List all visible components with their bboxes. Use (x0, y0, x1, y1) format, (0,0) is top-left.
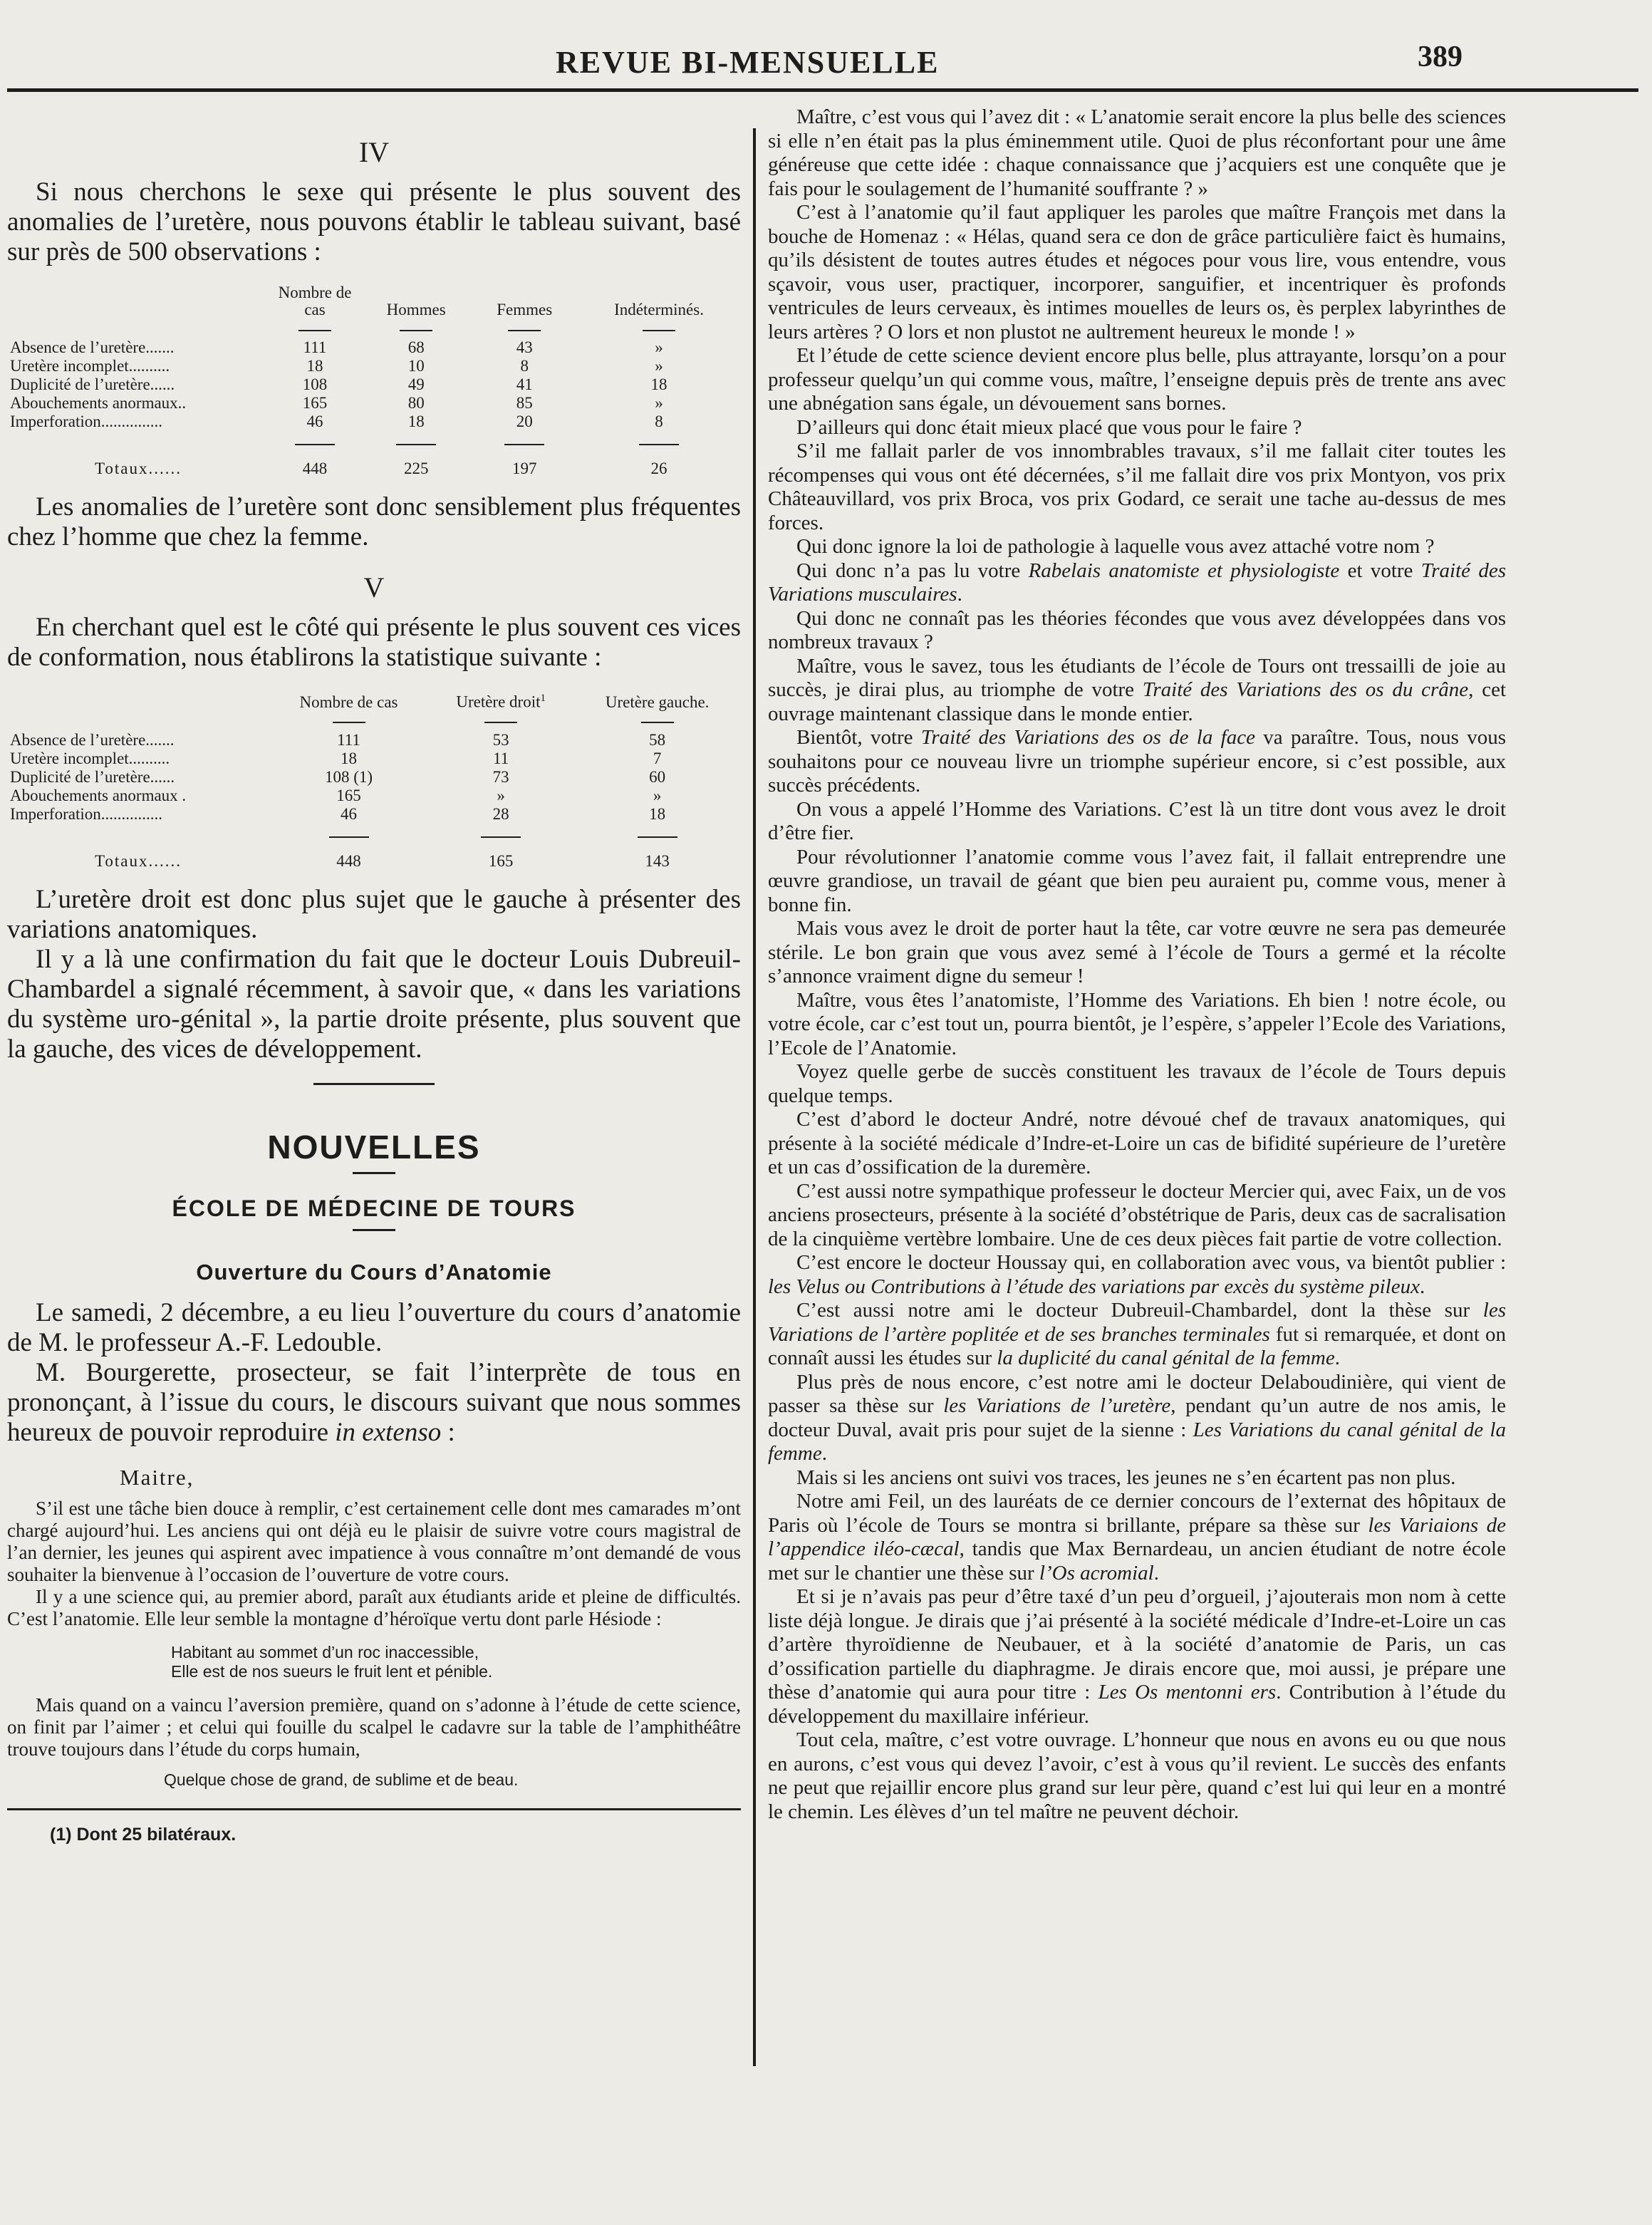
footnote-rule (7, 1808, 741, 1810)
col-header-men: Hommes (386, 301, 446, 318)
section-v-paragraph: Il y a là une confirmation du fait que le docteur Louis Dubreuil-Chambardel a signalé récemment, à savoir que, « dans les variations du système uro-génital », la partie droite présente, plus souvent que la gauche, des vices de développement. (7, 944, 741, 1064)
speech-paragraph: Maître, vous le savez, tous les étudiants de l’école de Tours ont tressailli de joie au succès, je dirai plus, au triomphe de votre Traité des Variations des os du crâne, cet ouvrage maintenant classique dans le monde entier. (768, 654, 1506, 725)
speech-paragraph: Qui donc n’a pas lu votre Rabelais anatomiste et physiologiste et votre Traité des Variations musculaires. (768, 559, 1507, 606)
table-row: Absence de l’uretère....... 111 53 58 (10, 730, 666, 749)
footnote-marker: 1 (540, 693, 546, 704)
verse-quote (171, 1643, 741, 1681)
speech-paragraph: Plus près de nous encore, c’est notre ami le docteur Delaboudinière, qui vient de passer sa thèse sur les Variations de l’uretère, pendant qu’un autre de nos amis, le docteur Duval, avait pris pour sujet de la sienne : Les Variations du canal génital de la femme. (768, 1370, 1506, 1465)
col-header-right-ureter: Uretère droit$^1$ (456, 693, 546, 711)
table-row: Uretère incomplet.......... 18 10 8 » (10, 357, 663, 375)
table-total-row: Totaux...... 448 225 197 26 (94, 460, 667, 477)
sex-statistics-table (7, 284, 741, 478)
speech-paragraph: S’il est une tâche bien douce à remplir, c’est certainement celle dont mes camarades m’ont chargé aujourd’hui. Les anciens qui ont déjà eu le plaisir de suivre votre cours magistral de l’an dernier, les jeunes qui aspirent avec impatience à vous connaître m’ont demandé de vous souhaiter la bienvenue à l’occasion de l’ouverture de votre cours. (7, 1497, 741, 1585)
speech-paragraph: Voyez quelle gerbe de succès constituent les travaux de l’école de Tours depuis quelque temps. (768, 1060, 1506, 1107)
table-row: Abouchements anormaux . 165 » » (10, 786, 662, 804)
news-heading-dash (353, 1172, 395, 1174)
article-subtitle: Ouverture du Cours d’Anatomie (196, 1259, 552, 1285)
section-v-paragraph: L’uretère droit est donc plus sujet que le gauche à présenter des variations anatomiques. (7, 884, 741, 944)
speech-paragraph: C’est d’abord le docteur André, notre dévoué chef de travaux anatomiques, qui présente à la société médicale d’Indre-et-Loire un cas de bifidité supérieure de l’uretère et un cas d’ossification de la duremère. (768, 1108, 1506, 1178)
speech-salutation: Maitre, (120, 1464, 194, 1490)
verse-line: Habitant au sommet d’un roc inaccessible, (171, 1642, 479, 1661)
speech-paragraph: Qui donc ignore la loi de pathologie à laquelle vous avez attaché votre nom ? (796, 535, 1435, 558)
footnote: (1) Dont 25 bilatéraux. (50, 1824, 237, 1845)
col-header-women: Femmes (497, 301, 553, 318)
table-dash-row (7, 712, 741, 731)
speech-paragraph: Et si je n’avais pas peur d’être taxé d’un peu d’orgueil, j’ajouterais mon nom à cette liste déjà longue. Je dirais que j’ai présenté à la société médicale d’Indre-et-Loire un cas d’artère thyroïdienne de Neubauer, et à la société d’anatomie de Paris, un cas d’ossification partielle du diaphragme. Je dirais encore que, moi aussi, je prépare une thèse d’anatomie qui aura pour titre : Les Os mentonni ers. Contribution à l’étude du développement du maxillaire inférieur. (768, 1585, 1507, 1728)
school-heading-dash (353, 1229, 395, 1231)
side-statistics-table (7, 690, 741, 871)
news-heading: NOUVELLES (267, 1128, 481, 1166)
section-numeral-v: V (363, 571, 385, 603)
table-dash-row (7, 320, 741, 338)
col-header-cases: Nombre de cas (278, 284, 352, 318)
school-heading: ÉCOLE DE MÉDECINE DE TOURS (172, 1195, 576, 1221)
col-header-left-ureter: Uretère gauche. (605, 693, 710, 711)
table-row: Duplicité de l’uretère...... 108 (1) 73 60 (10, 767, 666, 786)
speech-paragraph: Mais vous avez le droit de porter haut la tête, car votre œuvre ne sera pas demeurée stérile. Le bon grain que vous avez semé à l’école de Tours a germé et la récolte s’annonce vraiment digne du semeur ! (768, 917, 1506, 987)
col-header-undetermined: Indéterminés. (614, 301, 704, 318)
section-iv-conclusion: Les anomalies de l’uretère sont donc sensiblement plus fréquentes chez l’homme que chez la femme. (7, 492, 741, 551)
table-header-row (7, 284, 741, 320)
news-paragraph: M. Bourgerette, prosecteur, se fait l’interprète de tous en prononçant, à l’issue du cours, le discours suivant que nous sommes heureux de pouvoir reproduire in extenso : (7, 1357, 741, 1447)
table-total-row: Totaux...... 448 165 143 (94, 851, 670, 870)
journal-title: REVUE BI-MENSUELLE (556, 45, 940, 80)
right-column (768, 105, 1506, 1824)
verse-line: Elle est de nos sueurs le fruit lent et pénible. (171, 1661, 493, 1681)
news-paragraph: Le samedi, 2 décembre, a eu lieu l’ouverture du cours d’anatomie de M. le professeur A.-F. Ledouble. (7, 1297, 741, 1357)
speech-paragraph: Mais quand on a vaincu l’aversion première, quand on s’adonne à l’étude de cette science, on finit par l’aimer ; et celui qui fouille du scalpel le cadavre sur la table de l’amphithéâtre trouve toujours dans l’étude du corps humain, (7, 1694, 741, 1760)
speech-paragraph: C’est aussi notre ami le docteur Dubreuil-Chambardel, dont la thèse sur les Variations de l’artère poplitée et de ses branches terminales fut si remarquée, et dont on connaît aussi les études sur la duplicité du canal génital de la femme. (768, 1299, 1506, 1369)
speech-paragraph: Pour révolutionner l’anatomie comme vous l’avez fait, il fallait entreprendre une œuvre grandiose, un travail de géant que bien peu auraient pu, comme vous, mener à bonne fin. (768, 845, 1506, 916)
speech-paragraph: Maître, vous êtes l’anatomiste, l’Homme des Variations. Eh bien ! notre école, ou votre école, car c’est tout un, pourra bientôt, je l’espère, s’appeler l’Ecole des Variations, l’Ecole de l’Anatomie. (768, 988, 1506, 1059)
speech-paragraph: Notre ami Feil, un des lauréats de ce dernier concours de l’externat des hôpitaux de Paris où l’école de Tours se montra si brillante, prépare sa thèse sur les Variaions de l’appendice iléo-cæcal, tandis que Max Bernardeau, un ancien étudiant de notre école met sur le chantier une thèse sur l’Os acromial. (768, 1490, 1506, 1585)
table-separator-row (7, 824, 741, 842)
quote-line: Quelque chose de grand, de sublime et de beau. (164, 1770, 519, 1789)
speech-paragraph: On vous a appelé l’Homme des Variations. C’est là un titre dont vous avez le droit d’être fier. (768, 797, 1506, 844)
header-rule (7, 88, 1638, 92)
column-rule (753, 128, 756, 2066)
speech-paragraph: D’ailleurs qui donc était mieux placé que vous pour le faire ? (796, 415, 1302, 439)
table-row: Uretère incomplet.......... 18 11 7 (10, 749, 662, 767)
speech-paragraph: Tout cela, maître, c’est votre ouvrage. L’honneur que nous en avons eu ou que nous en aurons, c’est vous qui devez l’avoir, c’est à vous qu’il revient. Le succès des enfants ne peut que rejaillir encore plus grand sur leur père, quand c’est lui qui leur en a montré le chemin. Les élèves d’un tel maître ne peuvent déchoir. (768, 1728, 1506, 1823)
speech-paragraph: Et l’étude de cette science devient encore plus belle, plus attrayante, lorsqu’on a pour professeur quelqu’un qui comme vous, maître, l’enseigne depuis près de trente ans avec une abnégation sans égale, un dévouement sans bornes. (768, 344, 1506, 415)
table-separator-row (7, 431, 741, 450)
section-numeral-iv: IV (358, 136, 390, 168)
speech-paragraph: C’est aussi notre sympathique professeur le docteur Mercier qui, avec Faix, un de vos anciens prosecteurs, présente à la société d’obstétrique de Paris, deux cas de sacralisation de la cinquième vertèbre lombaire. Une de ces deux pièces fait partie de votre collection. (768, 1179, 1506, 1250)
left-column (7, 128, 741, 1845)
speech-paragraph: Bientôt, votre Traité des Variations des os de la face va paraître. Tous, nous vous souhaitons pour ce nouveau livre un triomphe supérieur encore, si c’est possible, aux succès précédents. (768, 726, 1506, 797)
speech-paragraph: S’il me fallait parler de vos innombrables travaux, s’il me fallait citer toutes les récompenses qui vous ont été décernées, s’il me fallait dire vos prix Montyon, vos prix Châteauvillard, vos prix Broca, vos prix Godard, ce serait une tache au-dessus de mes forces. (768, 440, 1506, 534)
speech-paragraph: C’est encore le docteur Houssay qui, en collaboration avec vous, va bientôt publier : les Velus ou Contributions à l’étude des variations par excès du système pileux. (768, 1251, 1506, 1298)
page-number: 389 (1418, 41, 1463, 73)
section-iv-intro: Si nous cherchons le sexe qui présente le plus souvent des anomalies de l’uretère, nous pouvons établir le tableau suivant, basé sur près de 500 observations : (7, 177, 741, 266)
section-v-intro: En cherchant quel est le côté qui présente le plus souvent ces vices de conformation, nous établirons la statistique suivante : (7, 613, 741, 672)
speech-paragraph: Mais si les anciens ont suivi vos traces, les jeunes ne s’en écartent pas non plus. (796, 1466, 1456, 1489)
running-head (0, 41, 1652, 87)
table-row: Imperforation............... 46 18 20 8 (10, 413, 663, 430)
speech-paragraph: Il y a une science qui, au premier abord, paraît aux étudiants aride et pleine de difficultés. C’est l’anatomie. Elle leur semble la montagne d’héroïque vertu dont parle Hésiode : (7, 1585, 741, 1629)
col-header-cases: Nombre de cas (299, 693, 398, 711)
speech-paragraph: Maître, c’est vous qui l’avez dit : « L’anatomie serait encore la plus belle des sciences si elle n’en était pas la plus éminemment utile. Quoi de plus réconfortant pour une âme généreuse que cette idée : chaque connaissance que j’acquiers est une conquête que je fais pour le soulagement de l’humanité souffrante ? » (768, 105, 1506, 200)
table-header-row (7, 690, 741, 712)
section-divider (313, 1083, 435, 1085)
table-row: Absence de l’uretère....... 111 68 43 » (10, 338, 663, 356)
table-row: Imperforation............... 46 28 18 (10, 804, 666, 823)
table-row: Abouchements anormaux.. 165 80 85 » (10, 394, 663, 412)
table-row: Duplicité de l’uretère...... 108 49 41 18 (10, 375, 667, 393)
speech-paragraph: Qui donc ne connaît pas les théories fécondes que vous avez développées dans vos nombreux travaux ? (768, 606, 1506, 653)
speech-paragraph: C’est à l’anatomie qu’il faut appliquer les paroles que maître François met dans la bouche de Homenaz : « Hélas, quand sera ce don de grâce particulière faict ès humains, qu’ils désistent de toutes autres études et négoces pour vous lire, vous entendre, vous sçavoir, vous user, practiquer, incorporer, sanguifier, et incentriquer ès profonds ventricules de leurs cerveaux, ès intimes mouelles de leurs os, ès perplex labyrinthes de leurs artères ? O lors et non plustot ne aultrement heureux le monde ! » (768, 201, 1506, 343)
